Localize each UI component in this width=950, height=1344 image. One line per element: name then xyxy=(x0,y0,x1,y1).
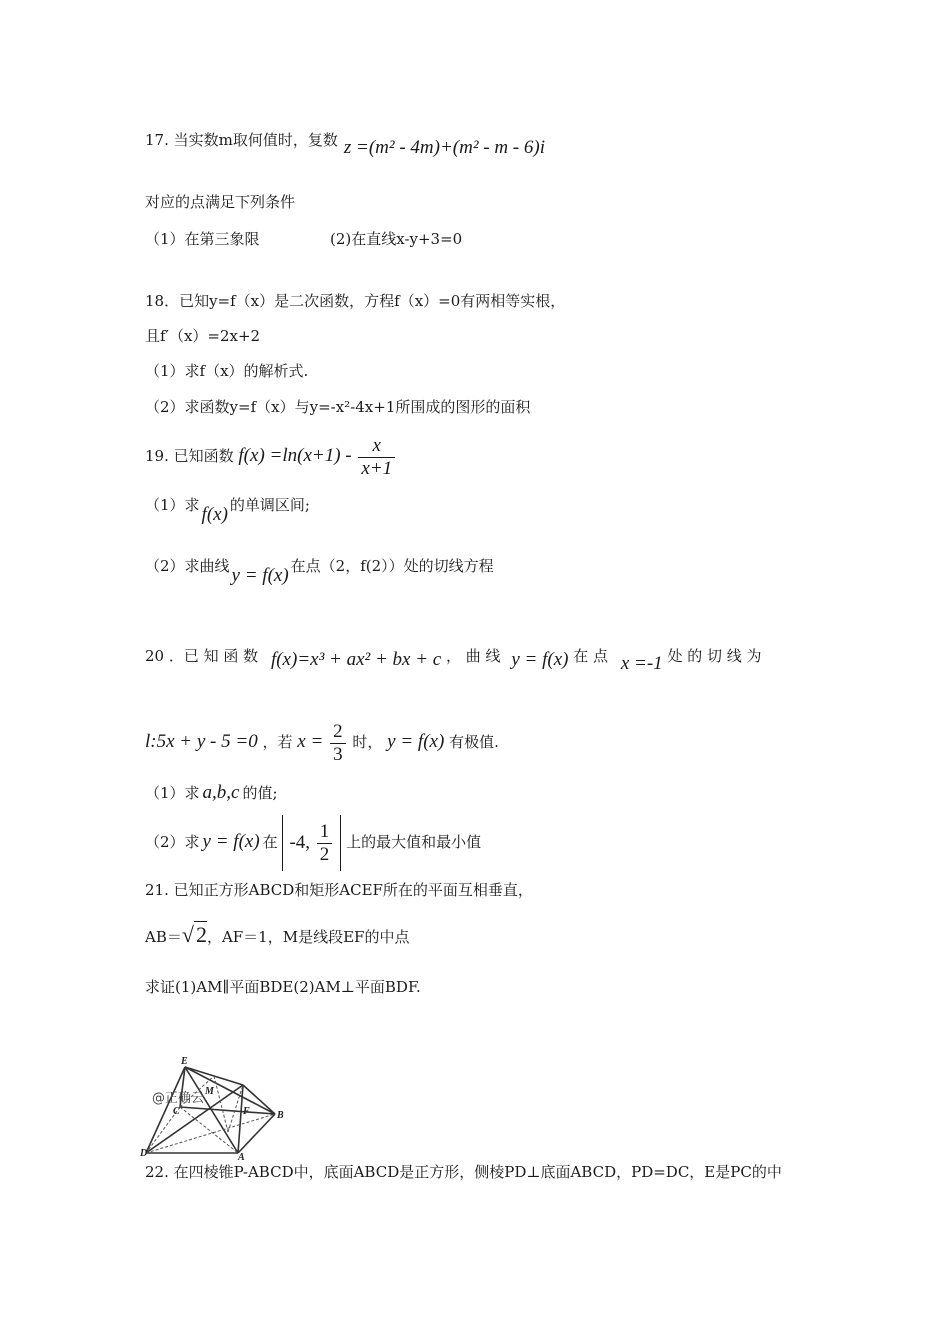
q22-stem: 22. 在四棱锥P-ABCD中，底面ABCD是正方形，侧棱PD⊥底面ABCD，PD=DC，E是PC的中 xyxy=(145,1163,782,1181)
label-e: E xyxy=(181,1056,188,1067)
q19-part2: （2）求曲线 y = f(x) 在点（2，f(2））处的切线方程 xyxy=(145,557,494,586)
q21-line2: AB＝√2，AF＝1，M是线段EF的中点 xyxy=(145,922,410,947)
q17-part2: (2)在直线x-y+3=0 xyxy=(330,230,463,248)
q17-part1: （1）在第三象限 xyxy=(145,230,260,248)
label-c: C xyxy=(173,1106,180,1117)
label-m: M xyxy=(205,1086,214,1097)
q18-part1: （1）求f（x）的解析式. xyxy=(145,362,309,380)
label-d: D xyxy=(140,1148,148,1159)
q20-part2: （2）求 y = f(x) 在 -4, $\frac{1}{2}$ 上的最大值和最小值 xyxy=(145,815,481,871)
q21-stem: 21. 已知正方形ABCD和矩形ACEF所在的平面互相垂直， xyxy=(145,881,533,899)
geometry-figure xyxy=(140,1052,290,1160)
q17-line2: 对应的点满足下列条件 xyxy=(145,193,296,211)
q18-line2: 且f′（x）=2x+2 xyxy=(145,327,261,345)
q19-part1: （1）求 f(x) 的单调区间; xyxy=(145,496,310,525)
q17-formula: z =(m² - 4m)+(m² - m - 6)i xyxy=(343,137,545,158)
q20-fraction: $\frac{2}{3}$ xyxy=(330,721,346,766)
label-a: A xyxy=(238,1152,245,1160)
q19-stem: 19. 已知函数 f(x) =ln(x+1) - $\frac{x}{x+1}$ xyxy=(145,432,397,480)
q19-formula-lhs: f(x) =ln(x+1) - xyxy=(238,445,352,466)
sqrt-symbol: √2 xyxy=(181,922,207,947)
watermark: @正确云 xyxy=(152,1091,205,1106)
q19-fraction: $\frac{x}{x+1}$ xyxy=(358,435,395,480)
q20-interval: -4, $\frac{1}{2}$ xyxy=(282,815,341,871)
label-b: B xyxy=(277,1110,284,1121)
q18-part2: （2）求函数y=f（x）与y=-x²-4x+1所围成的图形的面积 xyxy=(145,398,531,416)
q20-stem: 20 ．已 知 函 数 f(x)=x³ + ax² + bx + c ， 曲 线 y = f(x) 在 点 x =-1 处 的 切 线 为 xyxy=(145,647,762,674)
q20-line2: l:5x + y - 5 =0 ，若 x = $\frac{2}{3}$ 时， y = f(x) 有极值. xyxy=(145,720,499,765)
q17-stem: 17. 当实数m取何值时，复数 z =(m² - 4m)+(m² - m - 6)i xyxy=(145,131,545,158)
label-f: F xyxy=(243,1106,250,1117)
q21-line3: 求证(1)AM∥平面BDE(2)AM⊥平面BDF. xyxy=(145,978,421,996)
q20-part1: （1）求 a,b,c 的值; xyxy=(145,782,278,803)
q18-stem: 18．已知y=f（x）是二次函数，方程f（x）=0有两相等实根， xyxy=(145,292,566,310)
